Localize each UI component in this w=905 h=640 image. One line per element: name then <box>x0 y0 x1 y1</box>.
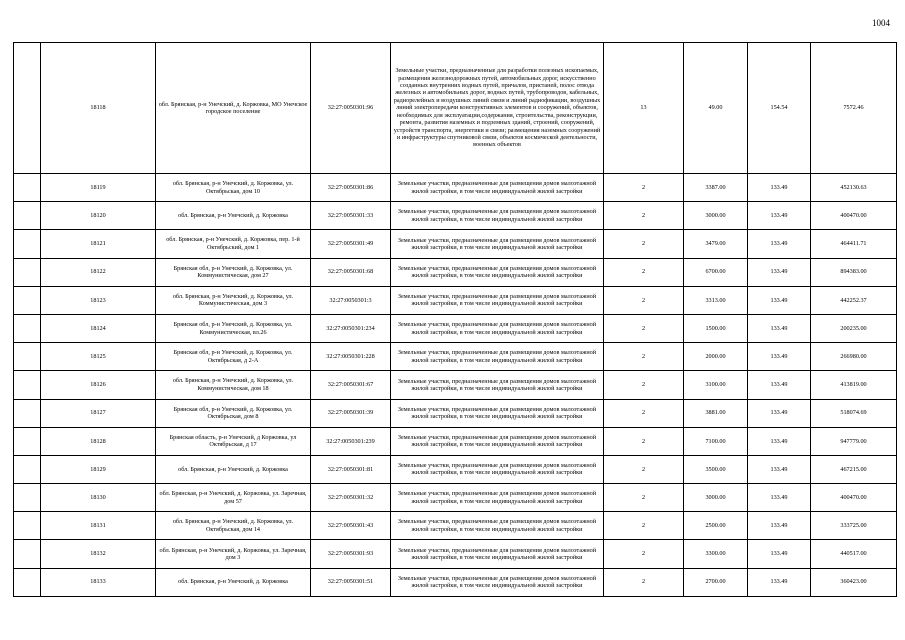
address-cell: обл. Брянская, р-н Унечский, д. Коржовка, ул. Заречная, дом 57 <box>156 484 311 512</box>
area-cell: 3313.00 <box>684 286 748 314</box>
table-row <box>14 343 897 371</box>
address-cell: обл. Брянская, р-н Унечский, д. Коржовка, ул. Заречная, дом 3 <box>156 540 311 568</box>
area-cell: 2000.00 <box>684 343 748 371</box>
table-row <box>14 399 897 427</box>
specific-value-cell: 133.49 <box>748 484 811 512</box>
use-group-cell: 2 <box>604 399 684 427</box>
cadastral-value-cell: 7572.46 <box>811 43 897 174</box>
land-use-purpose-cell: Земельные участки, предназначенные для разработки полезных ископаемых, размещения железнодорожных путей, автомобильных дорог, искусственно созданных внутренних водных путей, причалов, пристаней, полос отвода железных и автомобильных дорог, водных путей, трубопроводов, кабельных, радиорелейных и воздушных линий связи и линий радиофикации, воздушных линий электропередачи конструктивных элементов и сооружений, объектов, необходимых для эксплуатации,содержания, строительства, реконструкции, ремонта, развития наземных и подземных зданий, строений, сооружений, устройств транспорта, энергетики и связи; размещения наземных сооружений и инфраструктуры спутниковой связи, объектов космической деятельности, военных объектов <box>391 43 604 174</box>
row-number-cell: 18119 <box>41 174 156 202</box>
cadastral-number-cell: 32:27:0050301:81 <box>311 455 391 483</box>
cadastral-number-cell: 32:27:0050301:96 <box>311 43 391 174</box>
cadastral-value-cell: 360423.00 <box>811 568 897 596</box>
cadastral-value-cell: 518074.69 <box>811 399 897 427</box>
cadastral-number-cell: 32:27:0050301:33 <box>311 202 391 230</box>
table-row <box>14 371 897 399</box>
cadastral-number-cell: 32:27:0050301:49 <box>311 230 391 258</box>
empty-cell <box>14 540 41 568</box>
row-number-cell: 18120 <box>41 202 156 230</box>
row-number-cell: 18125 <box>41 343 156 371</box>
cadastral-value-cell: 442252.37 <box>811 286 897 314</box>
land-use-purpose-cell: Земельные участки, предназначенные для размещения домов малоэтажной жилой застройки, в том числе индивидуальной жилой застройки <box>391 314 604 342</box>
area-cell: 3387.00 <box>684 174 748 202</box>
cadastral-value-cell: 467215.00 <box>811 455 897 483</box>
address-cell: обл. Брянская, р-н Унечский, д. Коржовка, ул. Октябрьская, дом 10 <box>156 174 311 202</box>
land-use-purpose-cell: Земельные участки, предназначенные для размещения домов малоэтажной жилой застройки, в том числе индивидуальной жилой застройки <box>391 174 604 202</box>
table-row <box>14 286 897 314</box>
row-number-cell: 18133 <box>41 568 156 596</box>
land-use-purpose-cell: Земельные участки, предназначенные для размещения домов малоэтажной жилой застройки, в том числе индивидуальной жилой застройки <box>391 230 604 258</box>
area-cell: 3500.00 <box>684 455 748 483</box>
use-group-cell: 2 <box>604 512 684 540</box>
address-cell: Брянская обл, р-н Унечский, д. Коржовка, ул. Октябрьская, дом 8 <box>156 399 311 427</box>
empty-cell <box>14 230 41 258</box>
specific-value-cell: 133.49 <box>748 540 811 568</box>
area-cell: 1500.00 <box>684 314 748 342</box>
cadastral-number-cell: 32:27:0050301:43 <box>311 512 391 540</box>
area-cell: 49.00 <box>684 43 748 174</box>
specific-value-cell: 133.49 <box>748 568 811 596</box>
land-use-purpose-cell: Земельные участки, предназначенные для размещения домов малоэтажной жилой застройки, в том числе индивидуальной жилой застройки <box>391 258 604 286</box>
row-number-cell: 18124 <box>41 314 156 342</box>
empty-cell <box>14 455 41 483</box>
cadastral-value-cell: 464411.71 <box>811 230 897 258</box>
row-number-cell: 18118 <box>41 43 156 174</box>
row-number-cell: 18123 <box>41 286 156 314</box>
land-use-purpose-cell: Земельные участки, предназначенные для размещения домов малоэтажной жилой застройки, в том числе индивидуальной жилой застройки <box>391 286 604 314</box>
use-group-cell: 2 <box>604 286 684 314</box>
specific-value-cell: 133.49 <box>748 230 811 258</box>
empty-cell <box>14 202 41 230</box>
row-number-cell: 18127 <box>41 399 156 427</box>
address-cell: Брянская обл, р-н Унечский, д. Коржовка, ул. Октябрьская, д 2-А <box>156 343 311 371</box>
land-use-purpose-cell: Земельные участки, предназначенные для размещения домов малоэтажной жилой застройки, в том числе индивидуальной жилой застройки <box>391 484 604 512</box>
table-body <box>14 43 897 597</box>
area-cell: 2500.00 <box>684 512 748 540</box>
cadastral-number-cell: 32:27:0050301:68 <box>311 258 391 286</box>
land-use-purpose-cell: Земельные участки, предназначенные для размещения домов малоэтажной жилой застройки, в том числе индивидуальной жилой застройки <box>391 399 604 427</box>
specific-value-cell: 133.49 <box>748 512 811 540</box>
table-row <box>14 568 897 596</box>
cadastral-number-cell: 32:27:0050301:86 <box>311 174 391 202</box>
empty-cell <box>14 343 41 371</box>
specific-value-cell: 133.49 <box>748 174 811 202</box>
empty-cell <box>14 314 41 342</box>
cadastral-value-cell: 894383.00 <box>811 258 897 286</box>
cadastral-value-cell: 266980.00 <box>811 343 897 371</box>
table-row <box>14 258 897 286</box>
area-cell: 7100.00 <box>684 427 748 455</box>
land-use-purpose-cell: Земельные участки, предназначенные для размещения домов малоэтажной жилой застройки, в том числе индивидуальной жилой застройки <box>391 343 604 371</box>
use-group-cell: 2 <box>604 540 684 568</box>
use-group-cell: 2 <box>604 230 684 258</box>
empty-cell <box>14 258 41 286</box>
table-row <box>14 512 897 540</box>
empty-cell <box>14 568 41 596</box>
use-group-cell: 2 <box>604 258 684 286</box>
use-group-cell: 2 <box>604 484 684 512</box>
cadastral-value-cell: 400470.00 <box>811 202 897 230</box>
specific-value-cell: 133.49 <box>748 455 811 483</box>
address-cell: обл. Брянская, р-н Унечский, д. Коржовка <box>156 202 311 230</box>
land-use-purpose-cell: Земельные участки, предназначенные для размещения домов малоэтажной жилой застройки, в том числе индивидуальной жилой застройки <box>391 371 604 399</box>
area-cell: 3000.00 <box>684 484 748 512</box>
use-group-cell: 2 <box>604 568 684 596</box>
address-cell: Брянская обл, р-н Унечский, д. Коржовка, ул. Коммунистическая, дом 27 <box>156 258 311 286</box>
cadastral-number-cell: 32:27:0050301:51 <box>311 568 391 596</box>
empty-cell <box>14 484 41 512</box>
specific-value-cell: 133.49 <box>748 371 811 399</box>
land-use-purpose-cell: Земельные участки, предназначенные для размещения домов малоэтажной жилой застройки, в том числе индивидуальной жилой застройки <box>391 427 604 455</box>
address-cell: обл. Брянская, р-н Унечский, д. Коржовка, МО Унечское городское поселение <box>156 43 311 174</box>
row-number-cell: 18122 <box>41 258 156 286</box>
specific-value-cell: 133.49 <box>748 314 811 342</box>
land-use-purpose-cell: Земельные участки, предназначенные для размещения домов малоэтажной жилой застройки, в том числе индивидуальной жилой застройки <box>391 202 604 230</box>
cadastral-value-cell: 452130.63 <box>811 174 897 202</box>
specific-value-cell: 133.49 <box>748 427 811 455</box>
use-group-cell: 2 <box>604 427 684 455</box>
use-group-cell: 2 <box>604 202 684 230</box>
area-cell: 6700.00 <box>684 258 748 286</box>
land-use-purpose-cell: Земельные участки, предназначенные для размещения домов малоэтажной жилой застройки, в том числе индивидуальной жилой застройки <box>391 512 604 540</box>
use-group-cell: 2 <box>604 371 684 399</box>
cadastral-value-cell: 400470.00 <box>811 484 897 512</box>
cadastral-number-cell: 32:27:0050301:228 <box>311 343 391 371</box>
table-row <box>14 484 897 512</box>
cadastral-number-cell: 32:27:0050301:3 <box>311 286 391 314</box>
empty-cell <box>14 427 41 455</box>
address-cell: обл. Брянская, р-н Унечский, д. Коржовка <box>156 568 311 596</box>
empty-cell <box>14 399 41 427</box>
land-registry-table <box>13 42 897 597</box>
specific-value-cell: 133.49 <box>748 343 811 371</box>
cadastral-value-cell: 440517.00 <box>811 540 897 568</box>
row-number-cell: 18130 <box>41 484 156 512</box>
specific-value-cell: 133.49 <box>748 258 811 286</box>
use-group-cell: 13 <box>604 43 684 174</box>
empty-cell <box>14 43 41 174</box>
row-number-cell: 18132 <box>41 540 156 568</box>
empty-cell <box>14 512 41 540</box>
use-group-cell: 2 <box>604 343 684 371</box>
row-number-cell: 18129 <box>41 455 156 483</box>
table-row <box>14 427 897 455</box>
table-row <box>14 314 897 342</box>
table-row <box>14 174 897 202</box>
area-cell: 2700.00 <box>684 568 748 596</box>
row-number-cell: 18131 <box>41 512 156 540</box>
specific-value-cell: 133.49 <box>748 202 811 230</box>
cadastral-value-cell: 947779.00 <box>811 427 897 455</box>
address-cell: Брянская обл, р-н Унечский, д. Коржовка, ул. Коммунистическая, вл.26 <box>156 314 311 342</box>
address-cell: обл. Брянская, р-н Унечский, д. Коржовка, пер. 1-й Октябрьский, дом 1 <box>156 230 311 258</box>
address-cell: обл. Брянская, р-н Унечский, д. Коржовка, ул. Октябрьская, дом 14 <box>156 512 311 540</box>
area-cell: 3881.00 <box>684 399 748 427</box>
row-number-cell: 18128 <box>41 427 156 455</box>
table-row <box>14 455 897 483</box>
table-row <box>14 43 897 174</box>
specific-value-cell: 133.49 <box>748 399 811 427</box>
table-row <box>14 540 897 568</box>
table-row <box>14 230 897 258</box>
address-cell: обл. Брянская, р-н Унечский, д. Коржовка <box>156 455 311 483</box>
table-row <box>14 202 897 230</box>
cadastral-number-cell: 32:27:0050301:39 <box>311 399 391 427</box>
area-cell: 3479.00 <box>684 230 748 258</box>
cadastral-number-cell: 32:27:0050301:234 <box>311 314 391 342</box>
land-use-purpose-cell: Земельные участки, предназначенные для размещения домов малоэтажной жилой застройки, в том числе индивидуальной жилой застройки <box>391 540 604 568</box>
specific-value-cell: 133.49 <box>748 286 811 314</box>
use-group-cell: 2 <box>604 314 684 342</box>
area-cell: 3300.00 <box>684 540 748 568</box>
cadastral-number-cell: 32:27:0050301:239 <box>311 427 391 455</box>
area-cell: 3000.00 <box>684 202 748 230</box>
land-use-purpose-cell: Земельные участки, предназначенные для размещения домов малоэтажной жилой застройки, в том числе индивидуальной жилой застройки <box>391 568 604 596</box>
address-cell: обл. Брянская, р-н Унечский, д. Коржовка, ул. Коммунистическая, дом 3 <box>156 286 311 314</box>
use-group-cell: 2 <box>604 455 684 483</box>
empty-cell <box>14 174 41 202</box>
empty-cell <box>14 371 41 399</box>
cadastral-value-cell: 333725.00 <box>811 512 897 540</box>
cadastral-value-cell: 200235.00 <box>811 314 897 342</box>
use-group-cell: 2 <box>604 174 684 202</box>
empty-cell <box>14 286 41 314</box>
land-use-purpose-cell: Земельные участки, предназначенные для размещения домов малоэтажной жилой застройки, в том числе индивидуальной жилой застройки <box>391 455 604 483</box>
cadastral-number-cell: 32:27:0050301:67 <box>311 371 391 399</box>
specific-value-cell: 154.54 <box>748 43 811 174</box>
area-cell: 3100.00 <box>684 371 748 399</box>
row-number-cell: 18126 <box>41 371 156 399</box>
page-number: 1004 <box>872 18 890 28</box>
row-number-cell: 18121 <box>41 230 156 258</box>
address-cell: обл. Брянская, р-н Унечский, д. Коржовка, ул. Коммунистическая, дом 18 <box>156 371 311 399</box>
cadastral-value-cell: 413819.00 <box>811 371 897 399</box>
address-cell: Брянская область, р-н Унечский, д Коржовка, ул Октябрьская, д 17 <box>156 427 311 455</box>
cadastral-number-cell: 32:27:0050301:93 <box>311 540 391 568</box>
cadastral-number-cell: 32:27:0050301:32 <box>311 484 391 512</box>
